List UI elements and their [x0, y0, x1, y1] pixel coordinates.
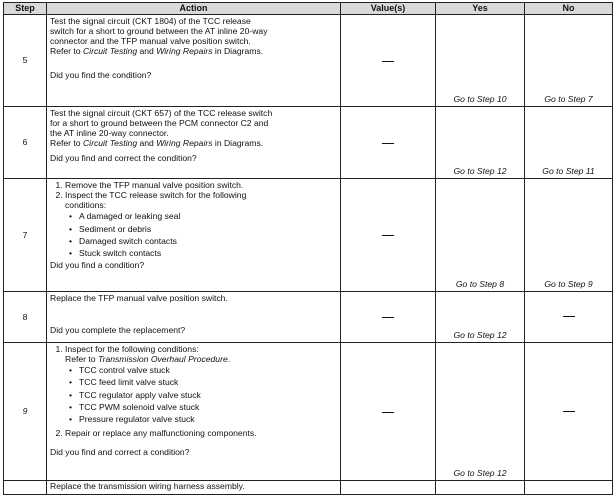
value-cell	[341, 15, 436, 107]
action-line: the AT inline 20-way connector.	[50, 128, 169, 139]
refer-suffix: .	[227, 354, 231, 365]
table-row	[4, 343, 613, 481]
action-cell	[47, 343, 341, 481]
list-item: 2. Repair or replace any malfunctioning components.	[65, 428, 337, 438]
table-row	[4, 481, 613, 495]
yes-cell: Go to Step 8	[436, 179, 525, 292]
action-line: switch for a short to ground between the AT inline 20-way	[50, 26, 268, 37]
value-cell	[341, 343, 436, 481]
step-number: 9	[4, 343, 47, 481]
wiring-repairs-link[interactable]: Wiring Repairs	[156, 138, 213, 149]
refer-prefix: Refer to	[50, 138, 83, 149]
refer-suffix: in Diagrams.	[212, 46, 264, 57]
list-item: 1. Remove the TFP manual valve position switch.	[65, 180, 337, 190]
action-cell	[47, 15, 341, 107]
question: Did you find the condition?	[50, 69, 152, 80]
bullet-list	[65, 365, 337, 424]
action-cell	[47, 107, 341, 179]
refer-line	[65, 354, 230, 364]
action-line: connector and the TFP manual valve position switch.	[50, 36, 251, 47]
table-row	[4, 15, 613, 107]
question: Did you find and correct a condition?	[50, 447, 190, 458]
question: Did you complete the replacement?	[50, 325, 186, 336]
item-line: Inspect the TCC release switch for the following	[65, 190, 247, 201]
step-number: 7	[4, 179, 47, 292]
bullet-item: • TCC feed limit valve stuck	[79, 377, 337, 387]
circuit-testing-link[interactable]: Circuit Testing	[82, 46, 138, 57]
no-cell	[525, 481, 613, 495]
yes-cell	[436, 481, 525, 495]
overhaul-procedure-link[interactable]: Transmission Overhaul Procedure	[97, 354, 228, 365]
action-line: for a short to ground between the PCM connector C2 and	[50, 118, 269, 129]
table-row	[4, 292, 613, 343]
action-line: Test the signal circuit (CKT 1804) of the TCC release	[50, 16, 251, 26]
action-line: Test the signal circuit (CKT 657) of the TCC release switch	[50, 108, 273, 118]
refer-suffix: in Diagrams.	[212, 138, 264, 149]
value-cell	[341, 292, 436, 343]
bullet-item: • TCC control valve stuck	[79, 365, 337, 375]
wiring-repairs-link[interactable]: Wiring Repairs	[156, 46, 213, 57]
circuit-testing-link[interactable]: Circuit Testing	[82, 138, 138, 149]
header-values: Value(s)	[341, 3, 436, 15]
yes-cell: Go to Step 10	[436, 15, 525, 107]
bullet-item: • Pressure regulator valve stuck	[79, 414, 337, 424]
bullet-item: • Damaged switch contacts	[79, 236, 337, 246]
header-action: Action	[47, 3, 341, 15]
header-row	[4, 3, 613, 15]
table-row	[4, 107, 613, 179]
diagnostic-table	[3, 2, 613, 495]
table-row	[4, 179, 613, 292]
refer-prefix: Refer to	[50, 46, 83, 57]
item-line: Inspect for the following conditions:	[65, 344, 199, 354]
item-line: conditions:	[65, 200, 107, 211]
header-no: No	[525, 3, 613, 15]
bullet-item: • TCC regulator apply valve stuck	[79, 390, 337, 400]
question: Did you find a condition?	[50, 259, 145, 270]
no-cell: Go to Step 11	[525, 107, 613, 179]
dash	[382, 235, 394, 236]
action-cell	[47, 292, 341, 343]
dash	[563, 316, 575, 317]
no-cell: Go to Step 9	[525, 179, 613, 292]
bullet-item: • A damaged or leaking seal	[79, 211, 337, 221]
value-cell	[341, 179, 436, 292]
list-item	[65, 190, 337, 258]
no-cell	[525, 343, 613, 481]
refer-mid: and	[137, 46, 157, 57]
value-cell	[341, 481, 436, 495]
dash	[382, 317, 394, 318]
value-cell	[341, 107, 436, 179]
bullet-item: • Sediment or debris	[79, 224, 337, 234]
dash	[382, 61, 394, 62]
bullet-item: • Stuck switch contacts	[79, 248, 337, 258]
action-cell	[47, 179, 341, 292]
list-item	[65, 344, 337, 424]
dash	[382, 412, 394, 413]
action-list	[50, 180, 337, 258]
refer-prefix: Refer to	[65, 354, 98, 365]
action-list	[50, 344, 337, 438]
dash	[563, 411, 575, 412]
header-step: Step	[4, 3, 47, 15]
action-cell	[47, 481, 341, 495]
yes-cell: Go to Step 12	[436, 343, 525, 481]
action-line: Replace the transmission wiring harness assembly.	[50, 481, 245, 491]
action-line: Replace the TFP manual valve position switch.	[50, 293, 228, 303]
yes-cell: Go to Step 12	[436, 292, 525, 343]
dash	[382, 143, 394, 144]
step-number: 6	[4, 107, 47, 179]
bullet-item: • TCC PWM solenoid valve stuck	[79, 402, 337, 412]
step-number: 8	[4, 292, 47, 343]
refer-line	[50, 46, 337, 56]
bullet-list	[65, 211, 337, 258]
question: Did you find and correct the condition?	[50, 152, 197, 163]
refer-line	[50, 138, 337, 148]
header-yes: Yes	[436, 3, 525, 15]
step-number: 5	[4, 15, 47, 107]
refer-mid: and	[137, 138, 157, 149]
step-number	[4, 481, 47, 495]
yes-cell: Go to Step 12	[436, 107, 525, 179]
no-cell: Go to Step 7	[525, 15, 613, 107]
no-cell	[525, 292, 613, 343]
